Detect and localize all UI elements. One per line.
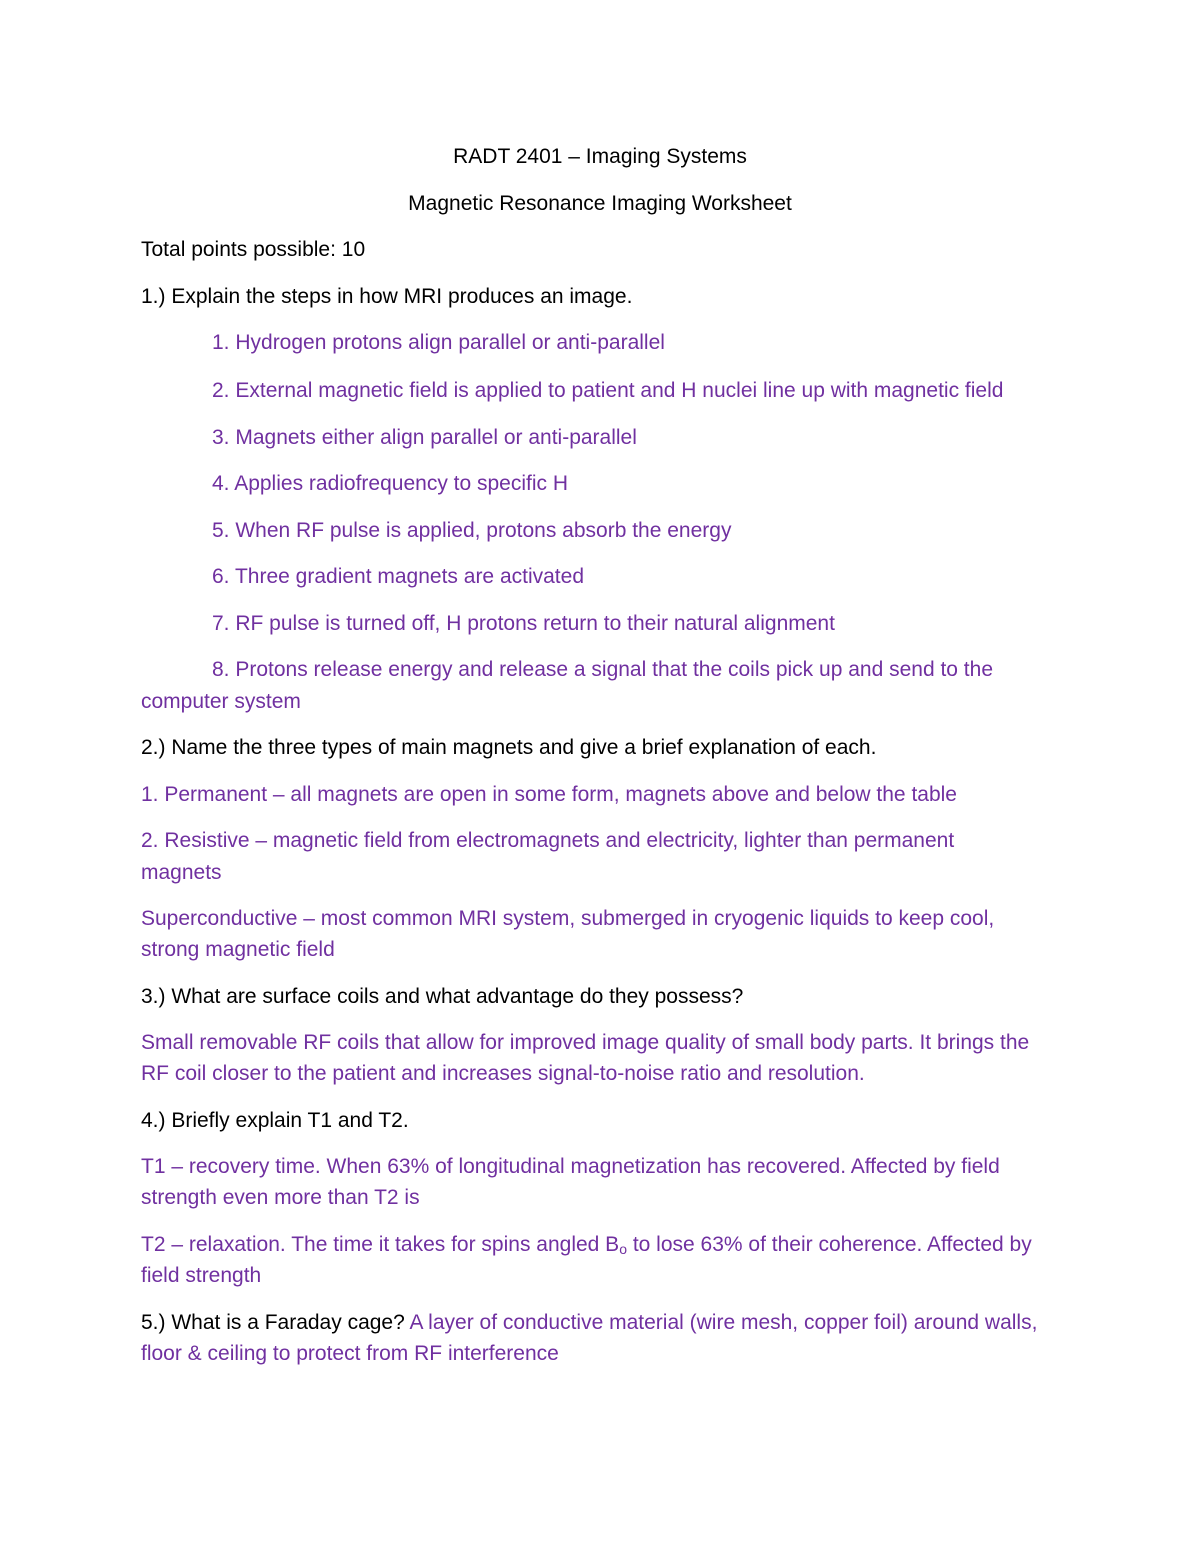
q1-step-6: 6. Three gradient magnets are activated — [212, 565, 585, 588]
q4-t2-prefix: T2 – relaxation. The time it takes for spins angled B — [141, 1233, 620, 1256]
total-points: Total points possible: 10 — [141, 238, 366, 261]
q4-t2-line-1 — [141, 1229, 1061, 1260]
q4-t1-line-2: strength even more than T2 is — [141, 1186, 420, 1209]
q2-answer-superconductive-continued: strong magnetic field — [141, 938, 335, 961]
q1-step-1: 1. Hydrogen protons align parallel or anti-parallel — [212, 331, 665, 354]
q4-t2-subscript: o — [619, 1241, 627, 1257]
q1-step-8: 8. Protons release energy and release a signal that the coils pick up and send to the — [212, 658, 993, 681]
q4-t2-line-2: field strength — [141, 1264, 262, 1287]
question-5: 5.) What is a Faraday cage? — [141, 1311, 405, 1334]
q3-answer-line-1: Small removable RF coils that allow for improved image quality of small body parts. It brings the — [141, 1031, 1030, 1054]
q2-answer-resistive-continued: magnets — [141, 861, 222, 884]
question-3: 3.) What are surface coils and what advantage do they possess? — [141, 985, 744, 1008]
q5-answer-part-1: A layer of conductive material (wire mesh, copper foil) around walls, — [409, 1311, 1038, 1334]
q1-step-2: 2. External magnetic field is applied to patient and H nuclei line up with magnetic field — [212, 379, 1004, 402]
q2-answer-permanent: 1. Permanent – all magnets are open in some form, magnets above and below the table — [141, 783, 957, 806]
question-5-line-1 — [141, 1307, 1061, 1338]
question-2: 2.) Name the three types of main magnets and give a brief explanation of each. — [141, 736, 877, 759]
worksheet-title: Magnetic Resonance Imaging Worksheet — [408, 192, 792, 215]
q1-step-7: 7. RF pulse is turned off, H protons return to their natural alignment — [212, 612, 835, 635]
course-title: RADT 2401 – Imaging Systems — [453, 145, 747, 168]
q3-answer-line-2: RF coil closer to the patient and increases signal-to-noise ratio and resolution. — [141, 1062, 865, 1085]
q1-step-8-continued: computer system — [141, 690, 301, 713]
question-4: 4.) Briefly explain T1 and T2. — [141, 1109, 409, 1132]
q5-answer-line-2: floor & ceiling to protect from RF interference — [141, 1342, 559, 1365]
q2-answer-resistive: 2. Resistive – magnetic field from electromagnets and electricity, lighter than permanent — [141, 829, 955, 852]
q1-step-3: 3. Magnets either align parallel or anti-parallel — [212, 426, 637, 449]
question-1: 1.) Explain the steps in how MRI produces an image. — [141, 285, 633, 308]
q4-t2-suffix: to lose 63% of their coherence. Affected by — [627, 1233, 1032, 1256]
q1-step-5: 5. When RF pulse is applied, protons absorb the energy — [212, 519, 732, 542]
q2-answer-superconductive: Superconductive – most common MRI system, submerged in cryogenic liquids to keep cool, — [141, 907, 995, 930]
q4-t1-line-1: T1 – recovery time. When 63% of longitudinal magnetization has recovered. Affected by field — [141, 1155, 1000, 1178]
q1-step-4: 4. Applies radiofrequency to specific H — [212, 472, 569, 495]
